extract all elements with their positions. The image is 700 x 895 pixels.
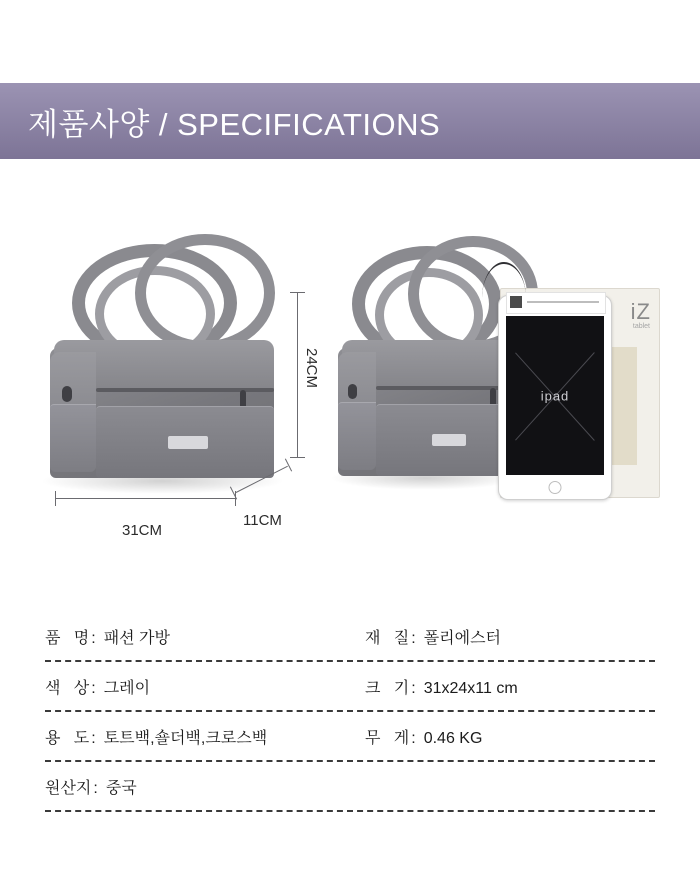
- spec-cell-origin: [45, 775, 365, 798]
- brand-tag-right: [432, 434, 466, 446]
- bag-zipper: [96, 388, 274, 392]
- bag-side-pocket-right: [338, 402, 376, 470]
- brand-tag: [168, 436, 208, 449]
- spec-key-product-name: 품 명: [45, 629, 90, 647]
- ipad-home-button: [549, 481, 562, 494]
- table-row: [45, 762, 655, 810]
- spec-cell-usage: [45, 725, 365, 748]
- spec-value-origin: 중국: [105, 779, 137, 797]
- spec-cell-weight: [365, 725, 655, 748]
- dimension-label-depth: 11CM: [243, 512, 282, 529]
- spec-colon: :: [91, 629, 96, 647]
- ipad-screen-label: ipad: [540, 388, 570, 403]
- specifications-table: [45, 612, 655, 812]
- spec-colon: :: [411, 679, 416, 697]
- sheet-header-square: [510, 296, 522, 308]
- page-title: 제품사양 / SPECIFICATIONS: [28, 106, 441, 142]
- dimension-line-width: [55, 498, 235, 499]
- bag-front-left-view: [40, 240, 290, 500]
- product-image-area: [0, 200, 700, 590]
- sheet-brand-text: iZ: [630, 299, 651, 324]
- spec-key-usage: 용 도: [45, 729, 90, 747]
- spec-value-material: 폴리에스터: [423, 629, 501, 647]
- spec-colon: :: [411, 629, 416, 647]
- spec-cell-material: [365, 625, 655, 648]
- bag-zipper-right: [376, 386, 518, 390]
- dimension-label-width: 31CM: [122, 522, 163, 539]
- spec-colon: :: [411, 729, 416, 747]
- spec-value-usage: 토트백,숄더백,크로스백: [103, 729, 268, 747]
- spec-cell-product-name: [45, 625, 365, 648]
- strap-hardware-clip-right: [348, 384, 357, 399]
- dimension-label-height: 24CM: [303, 348, 320, 389]
- shoulder-strap-secondary: [135, 234, 275, 352]
- dimension-cap-height-top: [290, 292, 305, 293]
- specifications-header-banner: [0, 83, 700, 159]
- spec-value-size: 31x24x11 cm: [423, 679, 518, 697]
- bag-side-pocket: [50, 404, 96, 472]
- sheet-sub-text: tablet: [632, 323, 650, 330]
- spec-key-origin: 원산지: [45, 779, 92, 797]
- spec-value-weight: 0.46 KG: [423, 729, 483, 747]
- spec-value-color: 그레이: [103, 679, 151, 697]
- dimension-cap-width-left: [55, 491, 56, 506]
- spec-key-size: 크 기: [365, 679, 410, 697]
- spec-key-weight: 무 게: [365, 729, 410, 747]
- strap-hardware-clip: [62, 386, 72, 402]
- table-row: [45, 712, 655, 760]
- dimension-line-height: [297, 292, 298, 457]
- spec-colon: :: [91, 729, 96, 747]
- sheet-header-line: [527, 301, 599, 303]
- spec-colon: :: [93, 779, 98, 797]
- table-row: [45, 612, 655, 660]
- spec-key-material: 재 질: [365, 629, 410, 647]
- spec-cell-color: [45, 675, 365, 698]
- ipad-device: [498, 295, 612, 500]
- spec-colon: :: [91, 679, 96, 697]
- table-row: [45, 662, 655, 710]
- row-divider: [45, 810, 655, 812]
- spec-key-color: 색 상: [45, 679, 90, 697]
- dimension-cap-height-bottom: [290, 457, 305, 458]
- ipad-screen: [506, 316, 604, 475]
- spec-cell-size: [365, 675, 655, 698]
- spec-value-product-name: 패션 가방: [103, 629, 170, 647]
